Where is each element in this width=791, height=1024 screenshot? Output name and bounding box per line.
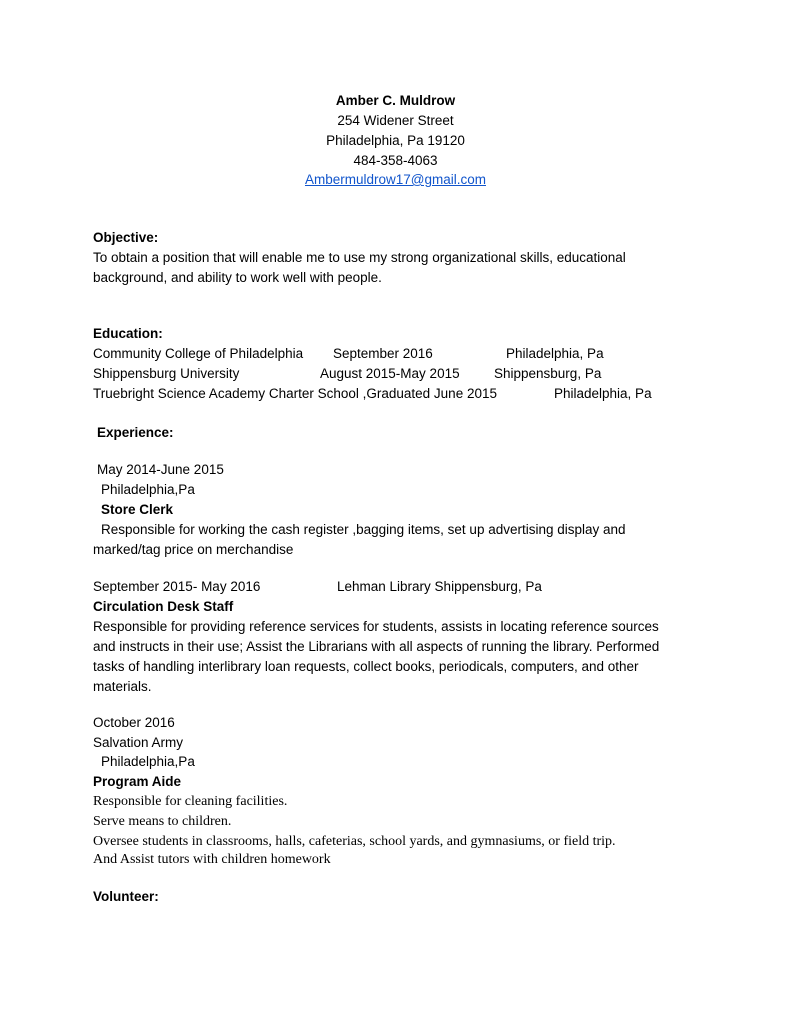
- experience-heading: Experience:: [97, 425, 174, 440]
- education-date: September 2016: [333, 346, 433, 361]
- education-location: Shippensburg, Pa: [494, 366, 602, 381]
- job-description-line: Responsible for working the cash register ,bagging items, set up advertising display and: [101, 522, 626, 537]
- job-description-line: marked/tag price on merchandise: [93, 542, 294, 557]
- volunteer-heading: Volunteer:: [93, 889, 159, 904]
- education-school: Community College of Philadelphia: [93, 346, 304, 361]
- job-date: September 2015- May 2016: [93, 579, 261, 594]
- phone-number: 484-358-4063: [353, 153, 438, 168]
- job-date: May 2014-June 2015: [97, 462, 224, 477]
- job-location: Philadelphia,Pa: [101, 482, 195, 497]
- job-description-line: Responsible for providing reference services for students, assists in locating reference sources: [93, 619, 659, 634]
- street-address: 254 Widener Street: [337, 113, 454, 128]
- job-description-line: Oversee students in classrooms, halls, cafeterias, school yards, and gymnasiums, or field trip.: [93, 834, 616, 849]
- job-description-line: and instructs in their use; Assist the Librarians with all aspects of running the library. Performed: [93, 639, 660, 654]
- job-title: Program Aide: [93, 774, 182, 789]
- education-school: Truebright Science Academy Charter School ,Graduated June 2015: [93, 386, 497, 401]
- education-date: August 2015-May 2015: [320, 366, 460, 381]
- email-link[interactable]: Ambermuldrow17@gmail.com: [304, 172, 486, 187]
- resume-name: Amber C. Muldrow: [335, 93, 456, 108]
- job-title: Store Clerk: [101, 502, 174, 517]
- job-title: Circulation Desk Staff: [93, 599, 234, 614]
- education-heading: Education:: [93, 326, 163, 341]
- job-location: Lehman Library Shippensburg, Pa: [337, 579, 542, 594]
- city-state-zip: Philadelphia, Pa 19120: [326, 133, 465, 148]
- education-location: Philadelphia, Pa: [554, 386, 652, 401]
- job-location: Philadelphia,Pa: [101, 754, 195, 769]
- job-description-line: Serve means to children.: [93, 814, 232, 829]
- job-description-line: materials.: [93, 679, 152, 694]
- job-description-line: And Assist tutors with children homework: [93, 852, 331, 867]
- objective-heading: Objective:: [93, 230, 159, 245]
- education-location: Philadelphia, Pa: [506, 346, 604, 361]
- objective-line: To obtain a position that will enable me to use my strong organizational skills, educational: [93, 250, 626, 265]
- job-organization: Salvation Army: [93, 735, 184, 750]
- job-description-line: Responsible for cleaning facilities.: [93, 794, 288, 809]
- job-description-line: tasks of handling interlibrary loan requests, collect books, periodicals, computers, and other: [93, 659, 639, 674]
- email-line: [0, 170, 791, 190]
- objective-line: background, and ability to work well with people.: [93, 270, 382, 285]
- education-school: Shippensburg University: [93, 366, 240, 381]
- job-date: October 2016: [93, 715, 175, 730]
